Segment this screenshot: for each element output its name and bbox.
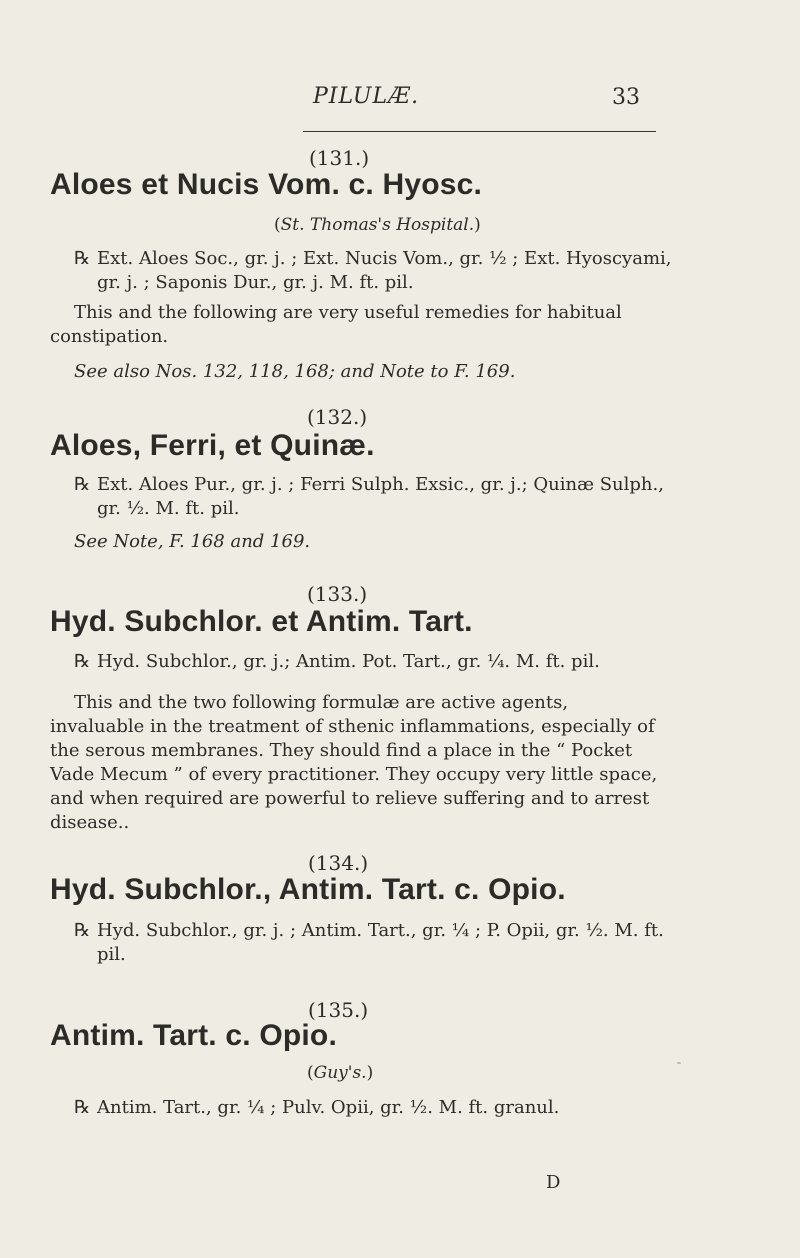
prescription-symbol: ℞ [74,920,91,941]
formula-number: (132.) [307,405,368,429]
printer-signature: D [546,1172,561,1193]
prescription [74,473,687,521]
page-speck [677,1062,681,1064]
page-number: 33 [612,85,640,110]
formula-number: (135.) [308,998,369,1022]
prescription [74,650,687,674]
running-title: PILULÆ. [313,84,420,109]
formula-source: (Guy's.) [307,1063,374,1083]
formula-title: Hyd. Subchlor. et Antim. Tart. [50,605,473,638]
formula-note: This and the two following formulæ are active agents, invaluable in the treatment of sthenic inflammations, especially of the serous membranes. They should find a place in the “ Pocket Vade Mecum ” of every practitioner. They occupy very little space, and when required are powerful to relieve suffering and to arrest disease.. [50,692,658,833]
see-also-reference: See also Nos. 132, 118, 168; and Note to F. 169. [74,361,516,382]
prescription [74,919,687,967]
prescription-symbol: ℞ [74,1097,91,1118]
header-rule [303,131,656,132]
formula-number: (131.) [309,146,370,170]
formula-title: Aloes et Nucis Vom. c. Hyosc. [50,168,483,201]
prescription [74,247,687,295]
formula-number: (134.) [308,851,369,875]
prescription-symbol: ℞ [74,651,91,672]
prescription-text: Hyd. Subchlor., gr. j.; Antim. Pot. Tart., gr. ¼. M. ft. pil. [97,651,600,672]
formula-title: Antim. Tart. c. Opio. [50,1019,337,1052]
prescription [74,1096,687,1120]
source-name: Guy's. [313,1063,367,1083]
prescription-text: Ext. Aloes Soc., gr. j. ; Ext. Nucis Vom., gr. ½ ; Ext. Hyoscyami, gr. j. ; Saponis Dur., gr. j. M. ft. pil. [97,248,672,293]
formula-note: This and the following are very useful remedies for habitual constipation. [50,302,622,347]
formula-title: Aloes, Ferri, et Quinæ. [50,429,375,462]
see-also-reference: See Note, F. 168 and 169. [74,531,311,552]
source-name: St. Thomas's Hospital. [280,215,475,235]
prescription-symbol: ℞ [74,248,91,269]
prescription-text: Antim. Tart., gr. ¼ ; Pulv. Opii, gr. ½. M. ft. granul. [97,1097,560,1118]
prescription-text: Hyd. Subchlor., gr. j. ; Antim. Tart., gr. ¼ ; P. Opii, gr. ½. M. ft. pil. [97,920,664,965]
prescription-symbol: ℞ [74,474,91,495]
prescription-text: Ext. Aloes Pur., gr. j. ; Ferri Sulph. Exsic., gr. j.; Quinæ Sulph., gr. ½. M. ft. pil. [97,474,664,519]
formula-number: (133.) [307,582,368,606]
formula-title: Hyd. Subchlor., Antim. Tart. c. Opio. [50,873,566,906]
running-header [0,84,800,114]
formula-source: (St. Thomas's Hospital.) [274,215,481,235]
